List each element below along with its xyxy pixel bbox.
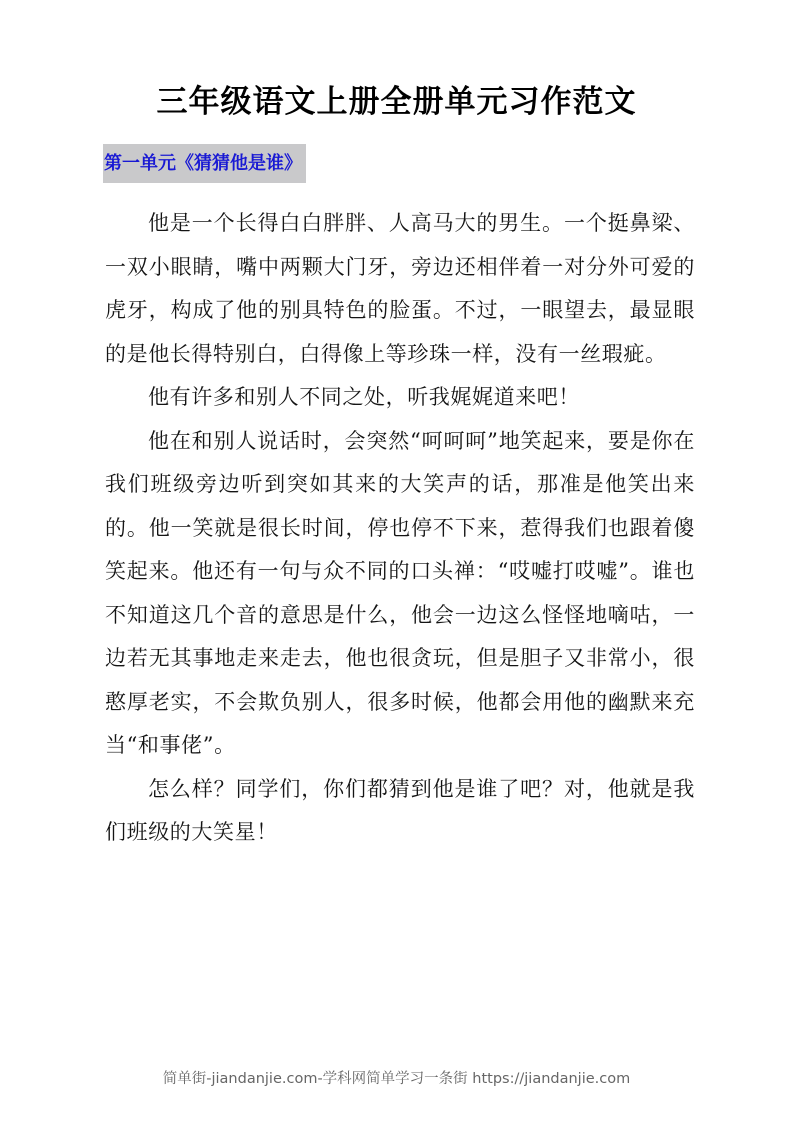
paragraph: 他是一个长得白白胖胖、人高马大的男生。一个挺鼻梁、一双小眼睛，嘴中两颗大门牙，旁边还相伴着一对分外可爱的虎牙，构成了他的别具特色的脸蛋。不过，一眼望去，最显眼的是他长得特别白，白得像上等珍珠一样，没有一丝瑕疵。 bbox=[105, 211, 695, 366]
essay-body bbox=[105, 202, 695, 855]
section-heading: 第一单元《猜猜他是谁》 bbox=[103, 144, 306, 183]
paragraph: 他在和别人说话时，会突然“呵呵呵”地笑起来，要是你在我们班级旁边听到突如其来的大笑声的话，那准是他笑出来的。他一笑就是很长时间，停也停不下来，惹得我们也跟着傻笑起来。他还有一句与众不同的口头禅：“哎嘘打哎嘘”。谁也不知道这几个音的意思是什么，他会一边这么怪怪地嘀咕，一边若无其事地走来走去，他也很贪玩，但是胆子又非常小，很憨厚老实，不会欺负别人，很多时候，他都会用他的幽默来充当“和事佬”。 bbox=[105, 428, 695, 757]
paragraph: 怎么样？同学们，你们都猜到他是谁了吧？对，他就是我们班级的大笑星！ bbox=[105, 776, 695, 844]
paragraph: 他有许多和别人不同之处，听我娓娓道来吧！ bbox=[148, 385, 580, 409]
page-title: 三年级语文上册全册单元习作范文 bbox=[156, 84, 637, 120]
page-footer-watermark: 简单街-jiandanjie.com-学科网简单学习一条街 https://jiandanjie.com bbox=[162, 1071, 631, 1087]
